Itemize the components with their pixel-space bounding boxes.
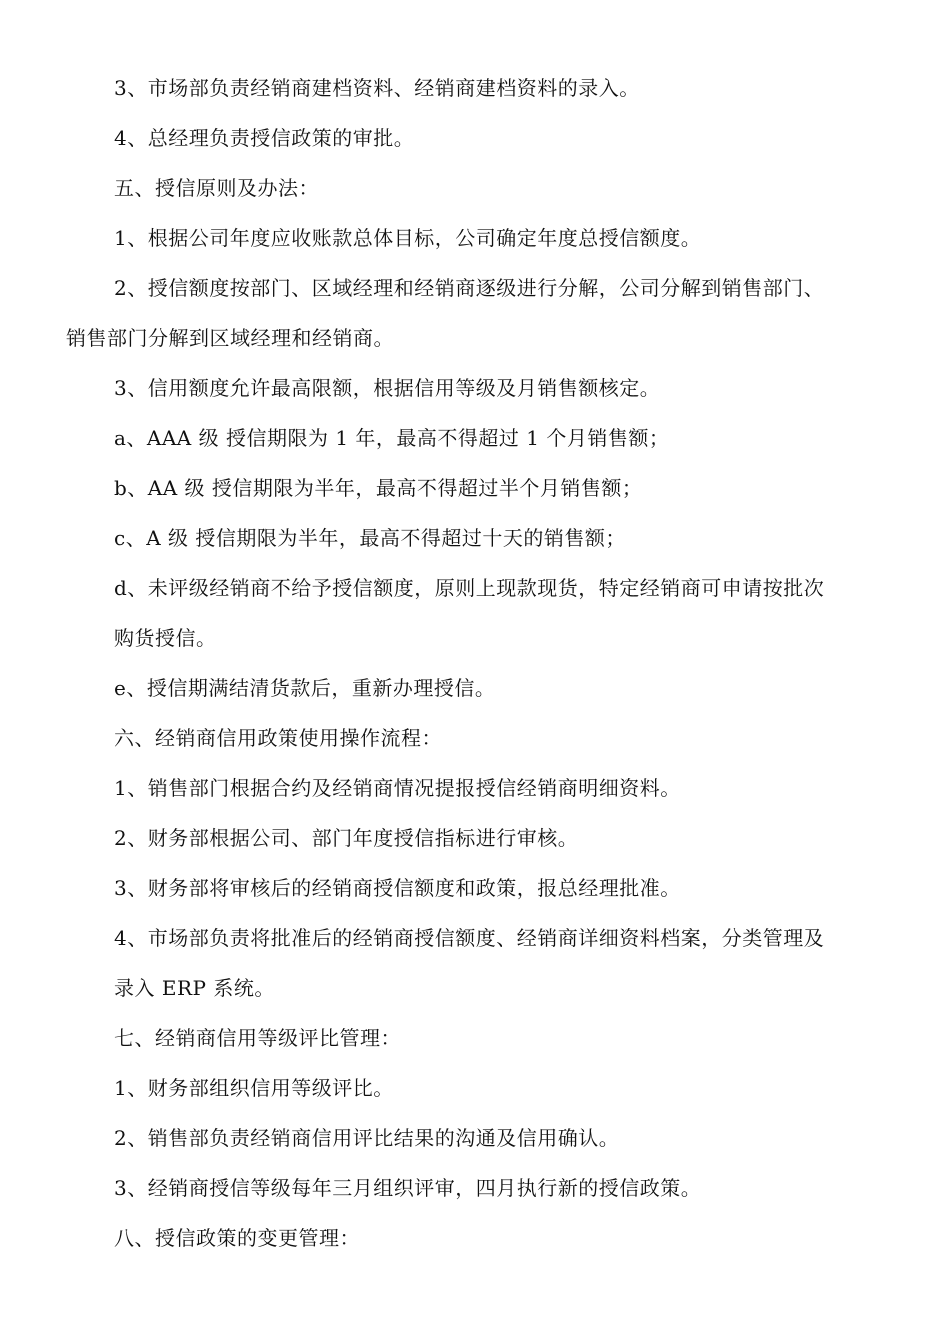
paragraph-line: 2、销售部负责经销商信用评比结果的沟通及信用确认。 <box>114 1126 620 1150</box>
section-heading: 八、授信政策的变更管理： <box>114 1226 360 1250</box>
paragraph-line: 销售部门分解到区域经理和经销商。 <box>66 326 394 350</box>
paragraph-line: 1、财务部组织信用等级评比。 <box>114 1076 394 1100</box>
paragraph-line: 4、总经理负责授信政策的审批。 <box>114 126 415 150</box>
section-heading: 六、经销商信用政策使用操作流程： <box>114 726 442 750</box>
paragraph-line: e、授信期满结清货款后，重新办理授信。 <box>114 676 496 700</box>
paragraph-line: 2、授信额度按部门、区域经理和经销商逐级进行分解，公司分解到销售部门、 <box>114 276 825 300</box>
section-heading: 七、经销商信用等级评比管理： <box>114 1026 401 1050</box>
paragraph-line: c、A 级 授信期限为半年，最高不得超过十天的销售额； <box>114 526 626 550</box>
paragraph-line: 1、销售部门根据合约及经销商情况提报授信经销商明细资料。 <box>114 776 681 800</box>
paragraph-line: a、AAA 级 授信期限为 1 年，最高不得超过 1 个月销售额； <box>114 426 670 450</box>
paragraph-line: b、AA 级 授信期限为半年，最高不得超过半个月销售额； <box>114 476 643 500</box>
paragraph-line: d、未评级经销商不给予授信额度，原则上现款现货，特定经销商可申请按批次 <box>114 576 825 600</box>
paragraph-line: 1、根据公司年度应收账款总体目标，公司确定年度总授信额度。 <box>114 226 702 250</box>
paragraph-line: 3、市场部负责经销商建档资料、经销商建档资料的录入。 <box>114 76 640 100</box>
paragraph-line: 2、财务部根据公司、部门年度授信指标进行审核。 <box>114 826 579 850</box>
paragraph-line: 3、信用额度允许最高限额，根据信用等级及月销售额核定。 <box>114 376 661 400</box>
section-heading: 五、授信原则及办法： <box>114 176 319 200</box>
paragraph-line: 3、财务部将审核后的经销商授信额度和政策，报总经理批准。 <box>114 876 681 900</box>
paragraph-line: 3、经销商授信等级每年三月组织评审，四月执行新的授信政策。 <box>114 1176 702 1200</box>
paragraph-line: 购货授信。 <box>114 626 217 650</box>
paragraph-line: 录入 ERP 系统。 <box>114 976 275 1000</box>
paragraph-line: 4、市场部负责将批准后的经销商授信额度、经销商详细资料档案，分类管理及 <box>114 926 825 950</box>
